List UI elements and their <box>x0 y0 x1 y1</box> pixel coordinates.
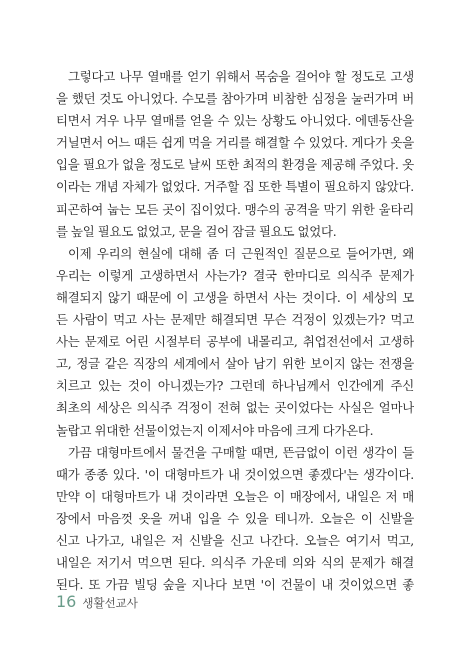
text-line: 이라는 개념 자체가 없었다. 거주할 집 또한 특별이 필요하지 않았다. <box>56 179 414 195</box>
text-line: 이제 우리의 현실에 대해 좀 더 근원적인 질문으로 들어가면, 왜 <box>68 245 414 261</box>
text-line: 거닐면서 어느 때든 쉽게 먹을 거리를 해결할 수 있었다. 게다가 옷을 <box>56 135 414 151</box>
text-line: 때가 종종 있다. '이 대형마트가 내 것이었으면 좋겠다'는 생각이다. <box>56 466 414 482</box>
text-line: 피곤하여 눕는 모든 곳이 집이었다. 맹수의 공격을 막기 위한 울타리 <box>56 201 414 217</box>
text-line: 가끔 대형마트에서 물건을 구매할 때면, 뜬금없이 이런 생각이 들 <box>68 444 414 460</box>
text-line: 고, 정글 같은 직장의 세계에서 살아 남기 위한 보이지 않는 전쟁을 <box>56 356 414 372</box>
page-footer <box>56 592 138 614</box>
text-line: 신고 나가고, 내일은 저 신발을 신고 나간다. 오늘은 여기서 먹고, <box>56 532 414 548</box>
page-number: 16 <box>56 592 77 611</box>
text-line: 입을 필요가 없을 정도로 날씨 또한 최적의 환경을 제공해 주었다. 옷 <box>56 157 414 173</box>
body-text <box>56 66 414 596</box>
text-line: 치르고 있는 것이 아니겠는가? 그런데 하나님께서 인간에게 주신 <box>56 378 414 394</box>
text-line: 를 높일 필요도 없었고, 문을 걸어 잠글 필요도 없었다. <box>56 223 337 239</box>
text-line: 해결되지 않기 때문에 이 고생을 하면서 사는 것이다. 이 세상의 모 <box>56 289 414 305</box>
text-line: 된다. 또 가끔 빌딩 숲을 지나다 보면 '이 건물이 내 것이었으면 좋 <box>56 577 414 593</box>
text-line: 든 사람이 먹고 사는 문제만 해결되면 무슨 걱정이 있겠는가? 먹고 <box>56 312 414 328</box>
text-line: 내일은 저기서 먹으면 된다. 의식주 가운데 의와 식의 문제가 해결 <box>56 555 414 571</box>
text-line: 놀랍고 위대한 선물이었는지 이제서야 마음에 크게 다가온다. <box>56 422 374 438</box>
text-line: 그렇다고 나무 열매를 얻기 위해서 목숨을 걸어야 할 정도로 고생 <box>68 69 414 84</box>
text-line: 우리는 이렇게 고생하면서 사는가? 결국 한마디로 의식주 문제가 <box>56 267 414 283</box>
running-title: 생활선교사 <box>82 596 138 610</box>
text-line: 최초의 세상은 의식주 걱정이 전혀 없는 곳이었다는 사실은 얼마나 <box>56 400 414 416</box>
text-line: 장에서 마음껏 옷을 꺼내 입을 수 있을 테니까. 오늘은 이 신발을 <box>56 510 414 526</box>
text-line: 을 했던 것도 아니었다. 수모를 참아가며 비참한 심정을 눌러가며 버 <box>56 91 414 107</box>
text-line: 만약 이 대형마트가 내 것이라면 오늘은 이 매장에서, 내일은 저 매 <box>56 488 414 504</box>
text-line: 사는 문제로 어린 시절부터 공부에 내몰리고, 취업전선에서 고생하 <box>56 334 414 350</box>
text-line: 티면서 겨우 나무 열매를 얻을 수 있는 상황도 아니었다. 에덴동산을 <box>56 113 414 129</box>
